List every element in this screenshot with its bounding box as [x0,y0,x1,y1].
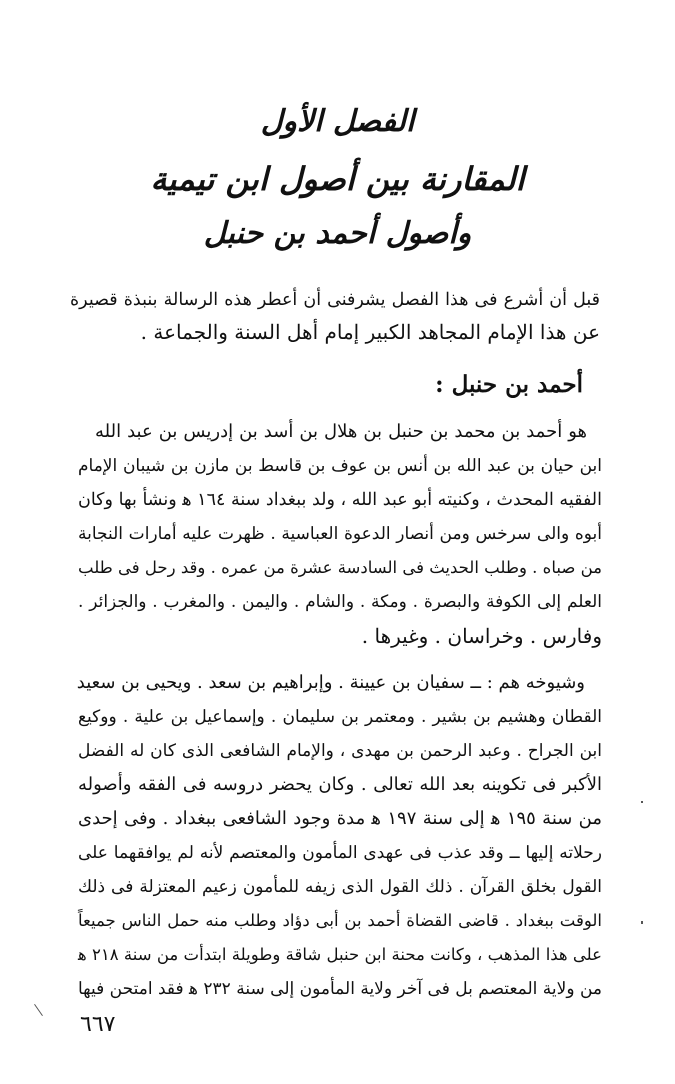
paragraph-line: من ولاية المعتصم بل فى آخر ولاية المأمون إلى سنة ٢٣٢ ﻫ فقد امتحن فيها [78,979,603,999]
paragraph-line: القول بخلق القرآن . ذلك القول الذى زيفه للمأمون زعيم المعتزلة فى ذلك [78,877,602,897]
paragraph-line: رحلاته إليها ــ وقد عذب فى عهدى المأمون والمعتصم لأنه لم يوافقهما على [78,843,602,863]
scan-speck [641,921,643,924]
intro-line: عن هذا الإمام المجاهد الكبير إمام أهل السنة والجماعة . [140,320,600,344]
chapter-title: الفصل الأول [260,104,415,139]
paragraph-line: ابن حيان بن عبد الله بن أنس بن عوف بن قاسط بن مازن بن شيبان الإمام [78,456,602,476]
paragraph-line: العلم إلى الكوفة والبصرة . ومكة . والشام . واليمن . والمغرب . والجزائر . [78,592,602,612]
paragraph-line: ابن الجراح . وعبد الرحمن بن مهدى ، والإمام الشافعى الذى كان له الفضل [78,741,602,761]
page-number: ٦٦٧ [80,1012,116,1037]
scan-speck [34,1004,43,1016]
paragraph-line: من صباه . وطلب الحديث فى السادسة عشرة من عمره . وقد رحل فى طلب [78,558,602,577]
paragraph-line: وفارس . وخراسان . وغيرها . [361,624,602,648]
paragraph-line: على هذا المذهب ، وكانت محنة ابن حنبل شاقة وطويلة ابتدأت من سنة ٢١٨ ﻫ [78,945,602,964]
paragraph-line: الأكبر فى تكوينه بعد الله تعالى . وكان يحضر دروسه فى الفقه وأصوله [78,774,602,795]
paragraph-line: وشيوخه هم : ــ سفيان بن عيينة . وإبراهيم بن سعد . ويحيى بن سعيد [76,672,585,693]
section-heading: أحمد بن حنبل : [435,371,583,398]
paragraph-line: القطان وهشيم بن بشير . ومعتمر بن سليمان . وإسماعيل بن علية . ووكيع [78,707,602,727]
paragraph-line: أبوه والى سرخس ومن أنصار الدعوة العباسية . ظهرت عليه أمارات النجابة [78,524,602,544]
paragraph-line: من سنة ١٩٥ ﻫ إلى سنة ١٩٧ ﻫ مدة وجود الشافعى ببغداد . وفى إحدى [78,808,603,829]
paragraph-line: الفقيه المحدث ، وكنيته أبو عبد الله ، ولد ببغداد سنة ١٦٤ ﻫ ونشأ بها وكان [78,490,602,510]
intro-line: قبل أن أشرع فى هذا الفصل يشرفنى أن أعطر هذه الرسالة بنبذة قصيرة [70,290,600,310]
paragraph-line: الوقت ببغداد . قاضى القضاة أحمد بن أبى دؤاد وطلب منه حمل الناس جميعاً [78,911,602,930]
chapter-subtitle-line-2: وأصول أحمد بن حنبل [203,216,472,251]
scan-speck [641,801,643,803]
paragraph-line: هو أحمد بن محمد بن حنبل بن هلال بن أسد بن إدريس بن عبد الله [95,421,587,442]
chapter-subtitle-line-1: المقارنة بين أصول ابن تيمية [150,160,525,198]
